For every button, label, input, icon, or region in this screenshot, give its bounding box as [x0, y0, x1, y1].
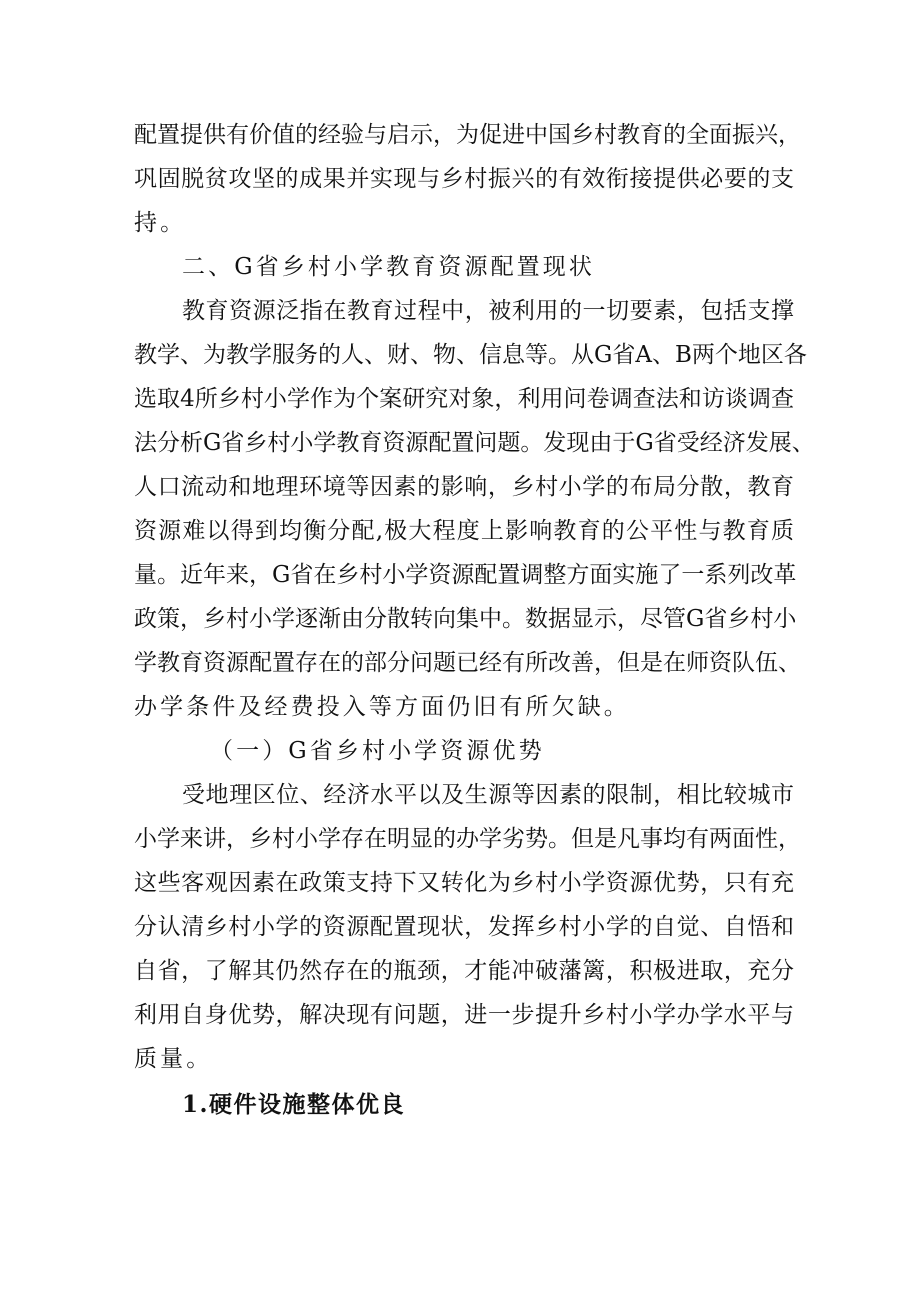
body-text-line: 教育资源泛指在教育过程中，被利用的一切要素，包括支撑 — [182, 298, 794, 324]
body-text-line: 教学、为教学服务的人、财、物、信息等。从G省A、B两个地区各 — [134, 342, 807, 368]
section-heading: 二、G省乡村小学教育资源配置现状 — [182, 254, 595, 280]
body-text-line: 持。 — [134, 210, 187, 236]
body-text-line: 资源难以得到均衡分配,极大程度上影响教育的公平性与教育质 — [134, 518, 794, 544]
item-heading: 1.硬件设施整体优良 — [182, 1091, 406, 1118]
body-text-line: 这些客观因素在政策支持下又转化为乡村小学资源优势，只有充 — [134, 870, 794, 896]
body-text-line: 法分析G省乡村小学教育资源配置问题。发现由于G省受经济发展、 — [134, 430, 815, 456]
body-text-line: 量。近年来，G省在乡村小学资源配置调整方面实施了一系列改革 — [134, 562, 797, 588]
body-text-line: 巩固脱贫攻坚的成果并实现与乡村振兴的有效衔接提供必要的支 — [134, 166, 794, 192]
body-text-line: 小学来讲，乡村小学存在明显的办学劣势。但是凡事均有两面性， — [134, 826, 801, 852]
subsection-heading: （一）G省乡村小学资源优势 — [210, 738, 545, 764]
body-text-line: 学教育资源配置存在的部分问题已经有所改善，但是在师资队伍、 — [134, 650, 801, 676]
body-text-line: 选取4所乡村小学作为个案研究对象，利用问卷调查法和访谈调查 — [134, 386, 794, 412]
body-text-line: 办学条件及经费投入等方面仍旧有所欠缺。 — [134, 694, 630, 720]
body-text-line: 利用自身优势，解决现有问题，进一步提升乡村小学办学水平与 — [134, 1002, 794, 1028]
body-text-line: 政策，乡村小学逐渐由分散转向集中。数据显示，尽管G省乡村小 — [134, 606, 797, 632]
body-text-line: 配置提供有价值的经验与启示，为促进中国乡村教育的全面振兴， — [134, 122, 801, 148]
body-text-line: 分认清乡村小学的资源配置现状，发挥乡村小学的自觉、自悟和 — [134, 914, 794, 940]
body-text-line: 人口流动和地理环境等因素的影响，乡村小学的布局分散，教育 — [134, 474, 794, 500]
body-text-line: 自省，了解其仍然存在的瓶颈，才能冲破藩篱，积极进取，充分 — [134, 958, 794, 984]
body-text-line: 质量。 — [134, 1046, 213, 1072]
body-text-line: 受地理区位、经济水平以及生源等因素的限制，相比较城市 — [182, 782, 794, 808]
